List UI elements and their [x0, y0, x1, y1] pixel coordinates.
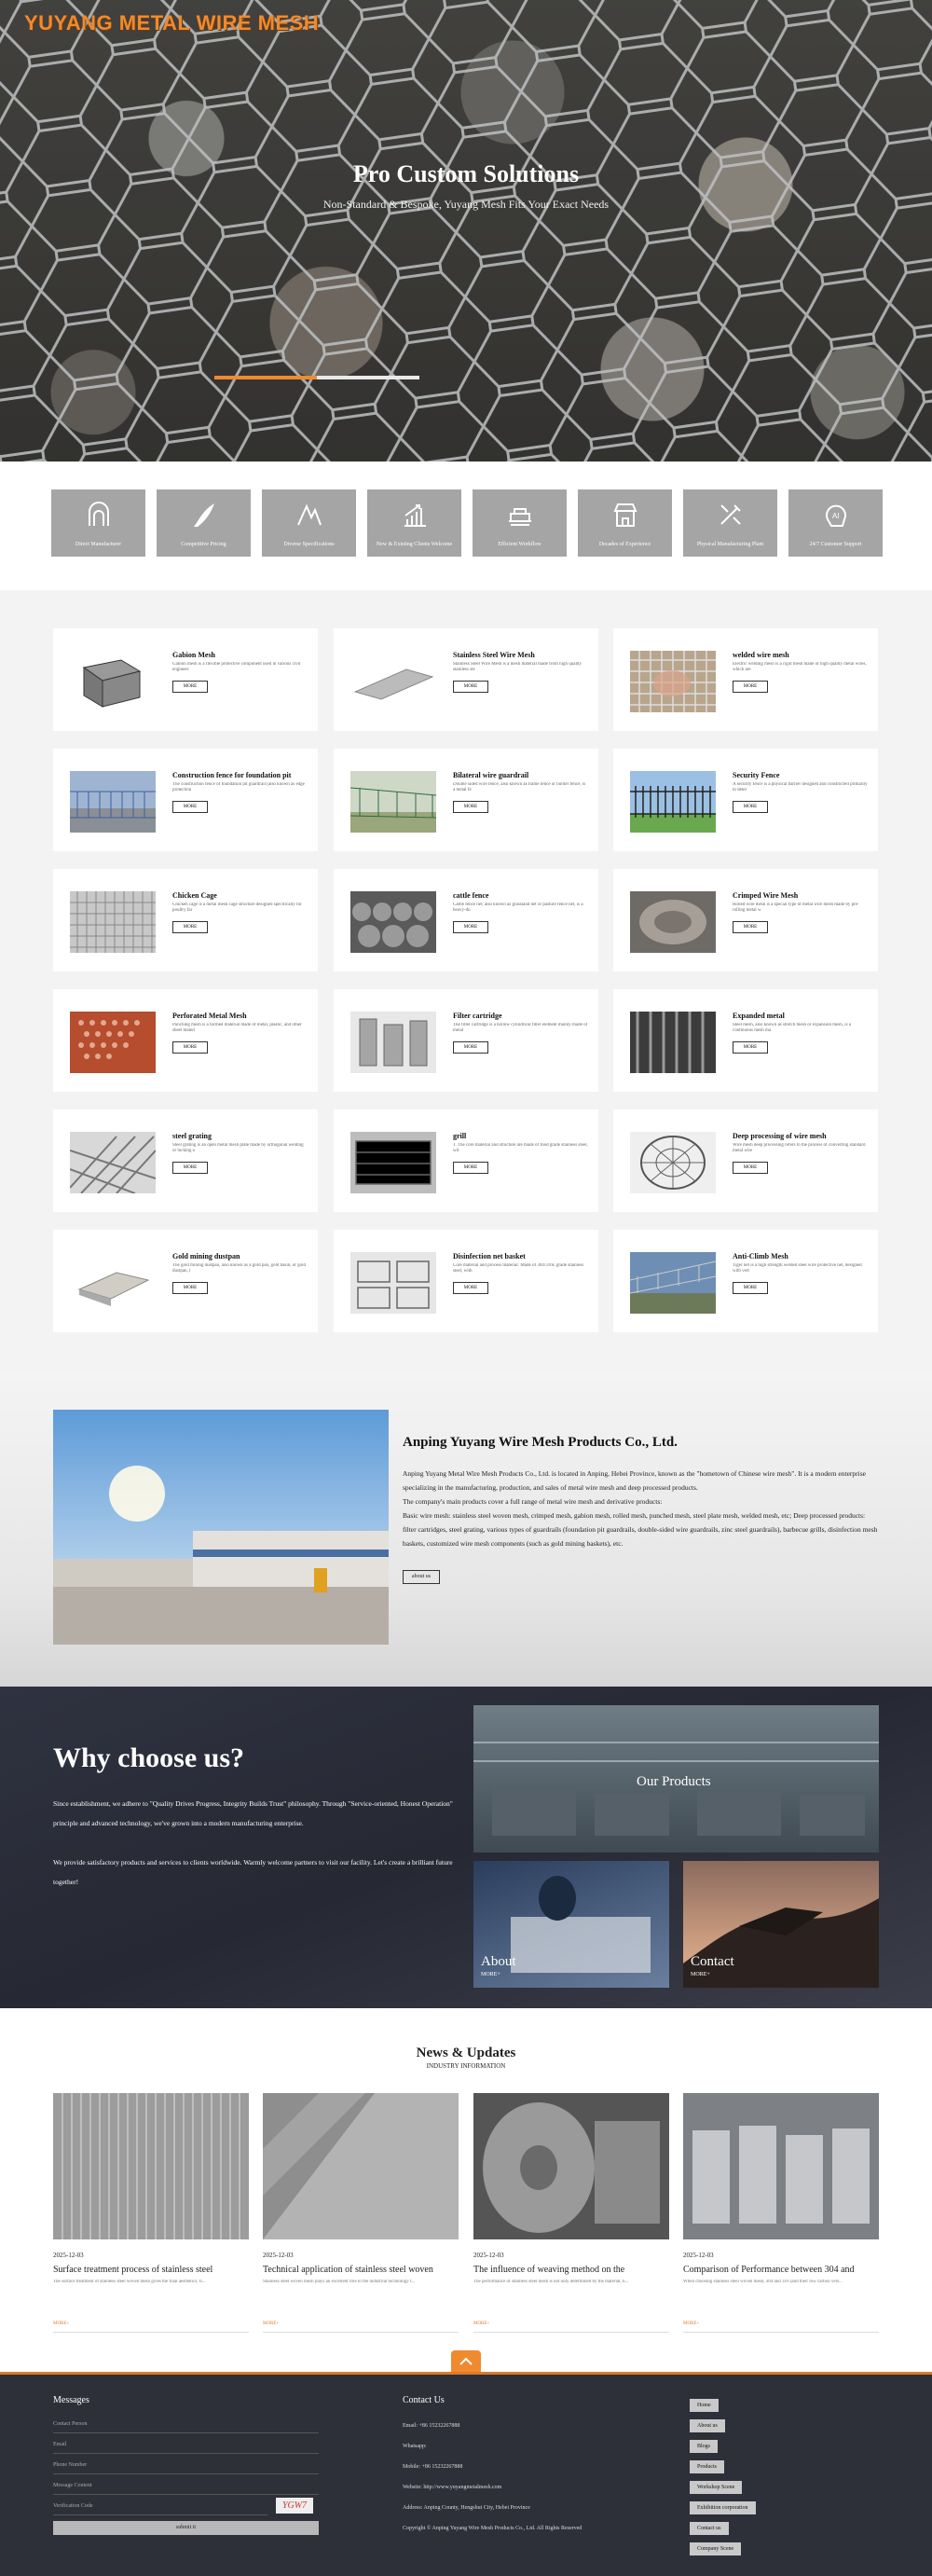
product-thumbnail — [350, 651, 436, 712]
product-card[interactable]: Crimped Wire Mesh Rolled wire mesh is a special type of metal wire mesh made by pre-rolling metal w MORE — [613, 869, 878, 971]
product-card[interactable]: Security Fence A security fence is a physical barrier designed and constructed primarily to deter MORE — [613, 749, 878, 851]
product-card[interactable]: Anti-Climb Mesh Tiger net is a high strength welded steel wire protective net, designed with vert MORE — [613, 1230, 878, 1332]
about-section — [0, 1371, 932, 1687]
feature-efficient-workflow[interactable]: Efficient Workflow — [473, 489, 567, 557]
product-thumbnail — [70, 1252, 156, 1314]
product-thumbnail — [630, 771, 716, 833]
footer-copyright: Copyright © Anping Yuyang Wire Mesh Products Co., Ltd. All Rights Reserved — [403, 2526, 582, 2531]
product-card[interactable]: welded wire mesh Electric welding mesh is a rigid mesh made of high quality metal wires, which are MORE — [613, 628, 878, 731]
product-thumbnail — [70, 891, 156, 953]
more-button[interactable]: MORE — [172, 801, 208, 813]
more-button[interactable]: MORE — [172, 1162, 208, 1174]
footer-address: Address: Anping County, Hengshui City, Hebei Province — [403, 2505, 530, 2511]
product-card[interactable]: steel grating Steel grating is an open metal mesh plate made by orthogonal welding or locking o MORE — [53, 1109, 318, 1212]
company-description: Anping Yuyang Metal Wire Mesh Products Co., Ltd. is located in Anping, Hebei Province, known as the "hometown of Chinese wire mesh". It is a modern enterprise specializing in the manufacturing, production, and sales of metal wire mesh and deep processed products. The company's main products cover a full range of metal wire mesh and derivative products: Basic wire mesh: stainless steel woven mesh, crimped mesh, gabion mesh, rolled mesh, punched mesh, steel plate mesh, welded mesh, etc; Deep processed products: filter cartridges, steel grating, various types of guardrails (foundation pit guardrails, double-sided wire guardrails, zinc steel guardrails), barbecue grills, disinfection mesh baskets, customized wire mesh components (such as gold mining baskets), etc. — [403, 1469, 878, 1548]
footer-link-blogs[interactable]: Blogs — [690, 2440, 718, 2453]
more-button[interactable]: MORE — [733, 1041, 768, 1054]
footer-link-products[interactable]: Products — [690, 2460, 724, 2473]
more-button[interactable]: MORE — [733, 1282, 768, 1294]
hero-banner — [0, 0, 932, 461]
news-title: News & Updates — [416, 2046, 516, 2060]
product-thumbnail — [70, 1132, 156, 1193]
footer-website[interactable]: Website: http://www.yuyangmetalmesh.com — [403, 2485, 502, 2490]
price-icon — [190, 501, 218, 529]
news-card[interactable]: 2025-12-03 Surface treatment process of stainless steel The surface treatment of stainless steel woven mesh gives the final aesthetics, fi... MORE+ — [53, 2093, 249, 2345]
news-more-link[interactable]: MORE+ — [53, 2321, 70, 2326]
messages-heading: Messages — [53, 2395, 89, 2405]
product-card[interactable]: Bilateral wire guardrail Double sided wire fence, also known as frame fence or border fence, is a metal fe MORE — [334, 749, 598, 851]
more-button[interactable]: MORE — [733, 1162, 768, 1174]
contact-heading: Contact Us — [403, 2395, 445, 2405]
product-card[interactable]: Gabion Mesh Gabion mesh is a flexible protective component used in various civil engineer. MORE — [53, 628, 318, 731]
about-tile[interactable]: About MORE+ — [473, 1861, 669, 1988]
why-choose-us-section — [0, 1687, 932, 2008]
news-section — [0, 2008, 932, 2372]
more-button[interactable]: MORE — [453, 1282, 488, 1294]
footer-whatsapp: Whatsapp: — [403, 2444, 427, 2449]
verification-code-field[interactable]: Verification Code — [53, 2501, 267, 2515]
news-image — [53, 2093, 249, 2239]
product-card[interactable]: Perforated Metal Mesh Punching mesh is a formed material made of metal, plastic, and other sheet materi MORE — [53, 989, 318, 1092]
contact-tile[interactable]: Contact MORE+ — [683, 1861, 879, 1988]
more-button[interactable]: MORE — [733, 921, 768, 933]
svg-text:AI: AI — [832, 512, 840, 520]
product-card[interactable]: Expanded metal Steel mesh, also known as stretch mesh or expansion mesh, is a continuous mesh ma MORE — [613, 989, 878, 1092]
news-card[interactable]: 2025-12-03 Technical application of stainless steel woven Stainless steel woven mesh plays an excellent role in the industrial technology f... MORE+ — [263, 2093, 459, 2345]
product-card[interactable]: Stainless Steel Wire Mesh Stainless Steel Wire Mesh is a mesh material made from high quality stainless ste MORE — [334, 628, 598, 731]
about-us-button[interactable]: about us — [403, 1570, 440, 1584]
footer-link-company-scene[interactable]: Company Scene — [690, 2542, 741, 2555]
slider-indicator-active[interactable] — [214, 376, 317, 379]
footer-link-home[interactable]: Home — [690, 2399, 719, 2412]
product-thumbnail — [630, 651, 716, 712]
product-thumbnail — [350, 891, 436, 953]
news-more-link[interactable]: MORE+ — [683, 2321, 700, 2326]
more-button[interactable]: MORE — [453, 801, 488, 813]
site-footer — [0, 2372, 932, 2576]
footer-email: Email: +86 15232267888 — [403, 2423, 460, 2429]
email-field[interactable]: Email — [53, 2440, 319, 2454]
product-card[interactable]: Construction fence for foundation pit The construction fence of foundation pit guardrail (also known as edge protection MORE — [53, 749, 318, 851]
news-subtitle: INDUSTRY INFORMATION — [426, 2062, 506, 2070]
hero-title: Pro Custom Solutions — [352, 160, 580, 187]
product-thumbnail — [630, 1012, 716, 1073]
product-card[interactable]: Deep processing of wire mesh Wire mesh deep processing refers to the process of converting standard metal wire MORE — [613, 1109, 878, 1212]
footer-link-workshop[interactable]: Workshop Scene — [690, 2481, 742, 2494]
more-button[interactable]: MORE — [453, 681, 488, 693]
feature-direct-manufacturer[interactable]: Direct Manufacturer — [51, 489, 145, 557]
product-card[interactable]: Filter cartridge The filter cartridge is a hollow cylindrical filter element mainly made of metal MORE — [334, 989, 598, 1092]
feature-diverse-specifications[interactable]: Diverse Specifications — [262, 489, 356, 557]
product-card[interactable]: Gold mining dustpan The gold mining dustpan, also known as a gold pan, gold basin, or gold dustpan, i MORE — [53, 1230, 318, 1332]
store-icon — [611, 501, 639, 529]
product-thumbnail — [630, 891, 716, 953]
more-button[interactable]: MORE — [453, 1041, 488, 1054]
hero-subtitle: Non-Standard & Bespoke, Yuyang Mesh Fits Your Exact Needs — [322, 198, 610, 211]
product-thumbnail — [630, 1132, 716, 1193]
footer-mobile: Mobile: +86 15232267888 — [403, 2464, 463, 2470]
feature-manufacturing-plant[interactable]: Physical Manufacturing Plant — [683, 489, 777, 557]
product-thumbnail — [70, 771, 156, 833]
more-button[interactable]: MORE — [172, 921, 208, 933]
news-image — [683, 2093, 879, 2239]
site-logo[interactable]: YUYANG METAL WIRE MESH — [24, 11, 320, 34]
product-thumbnail — [350, 1132, 436, 1193]
support-icon — [822, 501, 850, 529]
product-card[interactable]: cattle fence Cattle fence net, also known as grassland net or pasture fence net, is a heavy-du MORE — [334, 869, 598, 971]
submit-button[interactable]: submit it — [53, 2521, 319, 2535]
more-button[interactable]: MORE — [733, 681, 768, 693]
why-description: Since establishment, we adhere to "Quality Drives Progress, Integrity Builds Trust" philosophy. Through "Service-oriented, Honest Operation" principle and advanced technology, we've grown into a modern manufacturing enterprise. We provide satisfactory products and services to clients worldwide. Warmly welcome partners to visit our facility. Let's create a brilliant future together! — [53, 1799, 453, 1886]
news-card[interactable]: 2025-12-03 Comparison of Performance between 304 and When choosing stainless steel woven mesh, 304 and 316 (and their low carbon vers... MORE+ — [683, 2093, 879, 2345]
more-button[interactable]: MORE — [172, 681, 208, 693]
news-more-link[interactable]: MORE+ — [263, 2321, 280, 2326]
footer-link-exhibition[interactable]: Exhibition corporation — [690, 2501, 756, 2514]
workflow-icon — [506, 501, 534, 529]
news-card[interactable]: 2025-12-03 The influence of weaving method on the The performance of stainless steel mesh is not only determined by the material, b... MORE+ — [473, 2093, 669, 2345]
product-card[interactable]: Disinfection net basket Core material and process material: Made of 304/316L grade stainless steel, with MORE — [334, 1230, 598, 1332]
products-section — [0, 590, 932, 1371]
product-card[interactable]: Chicken Cage Chicken cage is a metal mesh cage structure designed specifically for poultry far MORE — [53, 869, 318, 971]
news-more-link[interactable]: MORE+ — [473, 2321, 490, 2326]
factory-photo — [53, 1410, 389, 1645]
footer-link-about[interactable]: About us — [690, 2419, 725, 2432]
company-title: Anping Yuyang Wire Mesh Products Co., Ltd. — [403, 1435, 678, 1450]
feature-competitive-pricing[interactable]: Competitive Pricing — [157, 489, 251, 557]
features-strip — [0, 461, 932, 590]
specification-icon — [295, 501, 323, 529]
product-thumbnail — [70, 651, 156, 712]
footer-link-contact[interactable]: Contact us — [690, 2522, 729, 2535]
news-image — [473, 2093, 669, 2239]
feature-customer-support[interactable]: AI 24/7 Customer Support — [788, 489, 883, 557]
product-thumbnail — [630, 1252, 716, 1314]
message-field[interactable]: Message Content — [53, 2481, 319, 2495]
more-button[interactable]: MORE — [733, 801, 768, 813]
our-products-tile[interactable]: Our Products — [473, 1705, 879, 1853]
why-title: Why choose us? — [53, 1743, 245, 1773]
phone-field[interactable]: Phone Number — [53, 2460, 319, 2474]
growth-chart-icon — [401, 501, 429, 529]
more-button[interactable]: MORE — [172, 1041, 208, 1054]
more-button[interactable]: MORE — [453, 1162, 488, 1174]
product-card[interactable]: grill 1. The core material and structure are made of food grade stainless steel, wit MORE — [334, 1109, 598, 1212]
product-thumbnail — [350, 1012, 436, 1073]
more-button[interactable]: MORE — [453, 921, 488, 933]
news-image — [263, 2093, 459, 2239]
product-thumbnail — [350, 1252, 436, 1314]
captcha-image[interactable]: YGW7 — [276, 2498, 313, 2514]
product-thumbnail — [350, 771, 436, 833]
tools-icon — [717, 501, 745, 529]
feature-new-existing-clients[interactable]: New & Existing Clients Welcome — [367, 489, 461, 557]
chevron-up-icon — [451, 2350, 481, 2372]
factory-icon — [85, 501, 113, 529]
slider-indicator[interactable] — [317, 376, 419, 379]
contact-person-field[interactable]: Contact Person — [53, 2419, 319, 2433]
feature-decades-experience[interactable]: Decades of Experience — [578, 489, 672, 557]
back-to-top-button[interactable] — [451, 2350, 481, 2372]
wire-mesh-overlay — [0, 0, 932, 461]
more-button[interactable]: MORE — [172, 1282, 208, 1294]
product-thumbnail — [70, 1012, 156, 1073]
